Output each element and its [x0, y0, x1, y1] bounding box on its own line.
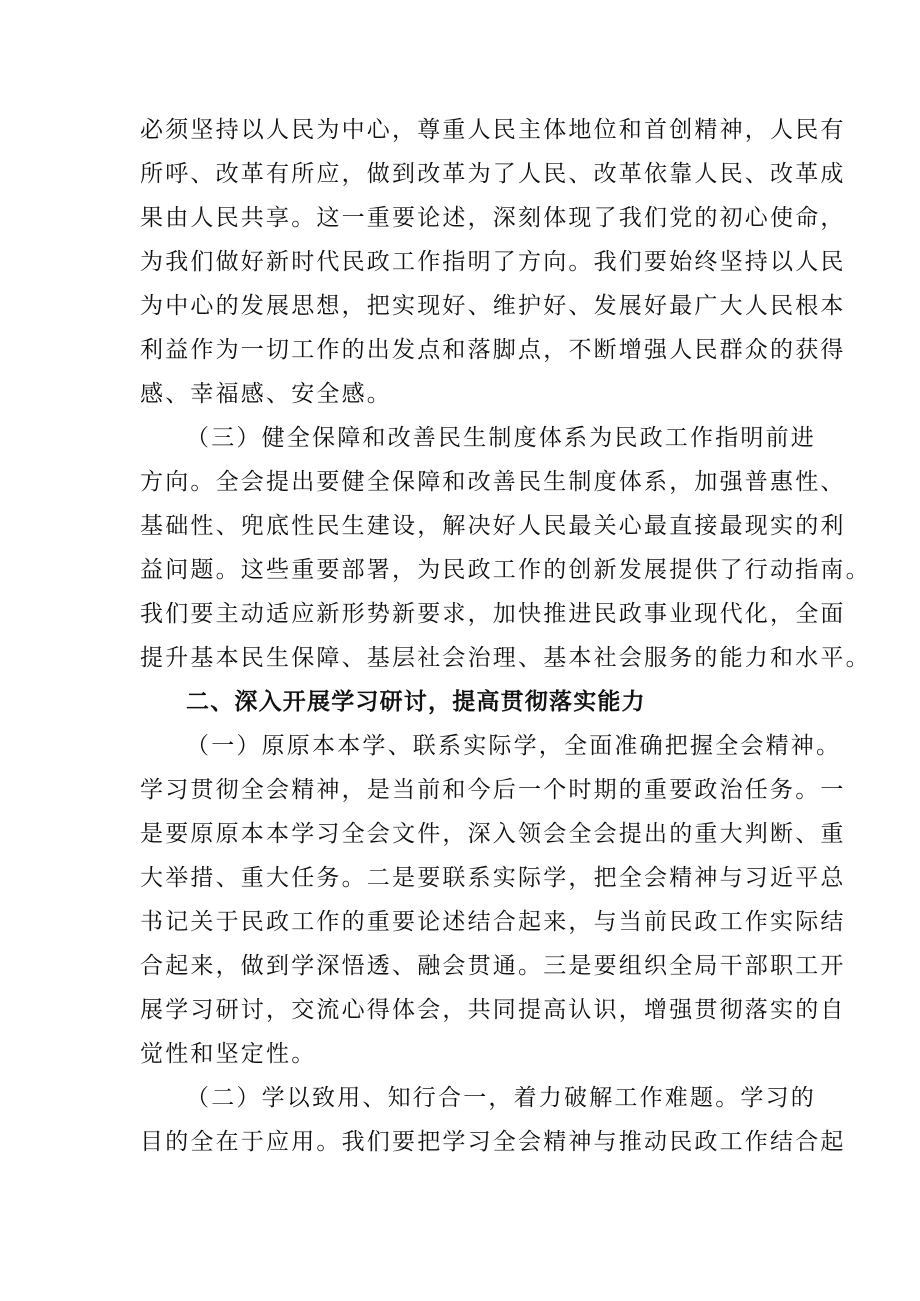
text-line: 必须坚持以人民为中心，尊重人民主体地位和首创精神，人民有: [140, 117, 846, 143]
text-line: 基础性、兜底性民生建设，解决好人民最关心最直接最现实的利: [140, 513, 846, 539]
text-line: 益问题。这些重要部署，为民政工作的创新发展提供了行动指南。: [140, 557, 871, 583]
text-line: 为中心的发展思想，把实现好、维护好、发展好最广大人民根本: [140, 293, 846, 319]
text-line: 所呼、改革有所应，做到改革为了人民、改革依靠人民、改革成: [140, 161, 846, 187]
text-line: 我们要主动适应新形势新要求，加快推进民政事业现代化，全面: [140, 601, 846, 627]
text-line: 果由人民共享。这一重要论述，深刻体现了我们党的初心使命，: [140, 205, 846, 231]
text-line: 大举措、重大任务。二是要联系实际学，把全会精神与习近平总: [140, 865, 846, 891]
text-line: 学习贯彻全会精神，是当前和今后一个时期的重要政治任务。一: [140, 777, 846, 803]
text-line: 感、幸福感、安全感。: [140, 381, 392, 407]
section-subheading-2: （二）学以致用、知行合一，着力破解工作难题。学习的: [186, 1085, 816, 1111]
text-line: 方向。全会提出要健全保障和改善民生制度体系，加强普惠性、: [140, 469, 846, 495]
section-subheading-3: （三）健全保障和改善民生制度体系为民政工作指明前进: [186, 425, 816, 451]
text-line: 提升基本民生保障、基层社会治理、基本社会服务的能力和水平。: [140, 645, 871, 671]
text-line: 目的全在于应用。我们要把学习全会精神与推动民政工作结合起: [140, 1129, 846, 1155]
text-line: 利益作为一切工作的出发点和落脚点，不断增强人民群众的获得: [140, 337, 846, 363]
text-line: 书记关于民政工作的重要论述结合起来，与当前民政工作实际结: [140, 909, 846, 935]
section-subheading-1: （一）原原本本学、联系实际学，全面准确把握全会精神。: [186, 733, 842, 759]
text-line: 觉性和坚定性。: [140, 1041, 317, 1067]
text-line: 合起来，做到学深悟透、融会贯通。三是要组织全局干部职工开: [140, 953, 846, 979]
text-line: 为我们做好新时代民政工作指明了方向。我们要始终坚持以人民: [140, 249, 846, 275]
section-heading-2: 二、深入开展学习研讨，提高贯彻落实能力: [186, 689, 646, 715]
text-line: 展学习研讨，交流心得体会，共同提高认识，增强贯彻落实的自: [140, 997, 846, 1023]
text-line: 是要原原本本学习全会文件，深入领会全会提出的重大判断、重: [140, 821, 846, 847]
